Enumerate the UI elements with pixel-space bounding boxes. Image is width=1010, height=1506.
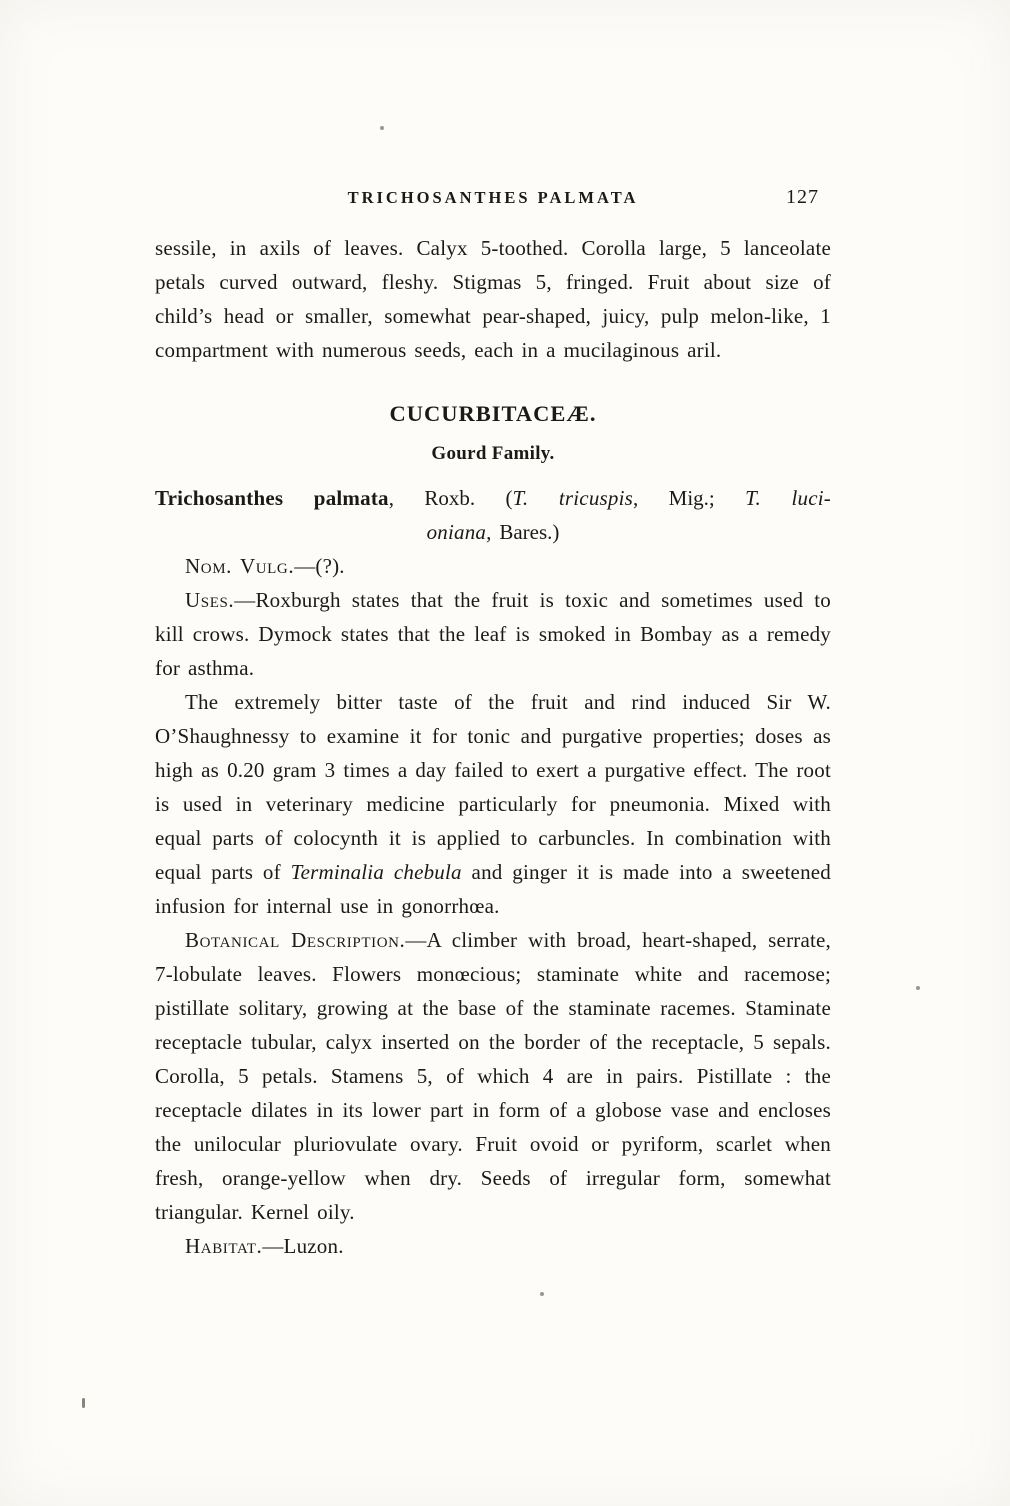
species-synonym-2-authority: Bares.): [491, 520, 560, 544]
scan-speck: [380, 126, 384, 130]
botanical-description-label: Botanical Description.: [185, 928, 406, 952]
nom-vulg-label: Nom. Vulg.: [185, 554, 295, 578]
running-header: [155, 186, 831, 209]
scan-speck: [916, 986, 920, 990]
nom-vulg-line: [155, 549, 831, 583]
properties-paragraph: [155, 685, 831, 923]
intro-paragraph: sessile, in axils of leaves. Calyx 5-toothed. Corolla large, 5 lanceolate petals curved outward, fleshy. Stigmas 5, fringed. Fruit about size of child’s head or smaller, somewhat pear-shaped, juicy, pulp melon-like, 1 compartment with numerous seeds, each in a mucilaginous aril.: [155, 236, 831, 362]
uses-paragraph: [155, 583, 831, 685]
species-synonym-2-start: T. luci-: [745, 486, 831, 510]
page-number: 127: [786, 186, 819, 208]
family-heading: CUCURBITACEÆ.: [389, 401, 597, 426]
habitat-text: —Luzon.: [262, 1234, 344, 1258]
species-synonym-1: T. tricuspis: [512, 486, 634, 510]
family-subheading: Gourd Family.: [431, 443, 555, 464]
habitat-label: Habitat.: [185, 1234, 263, 1258]
habitat-line: [155, 1229, 831, 1263]
species-synonym-2-end: oniana,: [426, 520, 492, 544]
uses-text: —Roxburgh states that the fruit is toxic and sometimes used to kill crows. Dymock states that the leaf is smoked in Bombay as a remedy for asthma.: [155, 588, 831, 680]
species-heading-line1: [155, 481, 831, 515]
species-heading: [155, 481, 831, 549]
species-name: Trichosanthes palmata: [155, 486, 389, 510]
scan-speck: [540, 1292, 544, 1296]
uses-label: Uses.: [185, 588, 235, 612]
nom-vulg-text: —(?).: [294, 554, 345, 578]
properties-species-italic: Terminalia chebula: [290, 860, 462, 884]
species-synonym-separator: , Mig.;: [633, 486, 746, 510]
text-column: [155, 186, 831, 1263]
species-authority: , Roxb. (: [388, 486, 513, 510]
properties-text-start: The extremely bitter taste of the fruit and rind induced Sir W. O’Shaughnessy to examine it for tonic and purgative properties; doses as high as 0.20 gram 3 times a day failed to exert a purgative effect. The root is used in veterinary medicine particularly for pneumonia. Mixed with equal parts of colocynth it is applied to carbuncles. In combination with equal parts of: [155, 690, 831, 884]
running-header-title: TRICHOSANTHES PALMATA: [347, 188, 639, 207]
scan-speck: [82, 1398, 85, 1408]
properties-text-end: and ginger it is made into a sweetened infusion for internal use in gonorrhœa.: [155, 860, 831, 918]
botanical-description-paragraph: [155, 923, 831, 1229]
botanical-description-text: —A climber with broad, heart-shaped, serrate, 7-lobulate leaves. Flowers monœcious; staminate white and racemose; pistillate solitary, growing at the base of the staminate racemes. Staminate receptacle tubular, calyx inserted on the border of the receptacle, 5 sepals. Corolla, 5 petals. Stamens 5, of which 4 are in pairs. Pistillate : the receptacle dilates in its lower part in form of a globose vase and encloses the unilocular pluriovulate ovary. Fruit ovoid or pyriform, scarlet when fresh, orange-yellow when dry. Seeds of irregular form, somewhat triangular. Kernel oily.: [155, 928, 831, 1224]
species-heading-line2: [155, 515, 831, 549]
